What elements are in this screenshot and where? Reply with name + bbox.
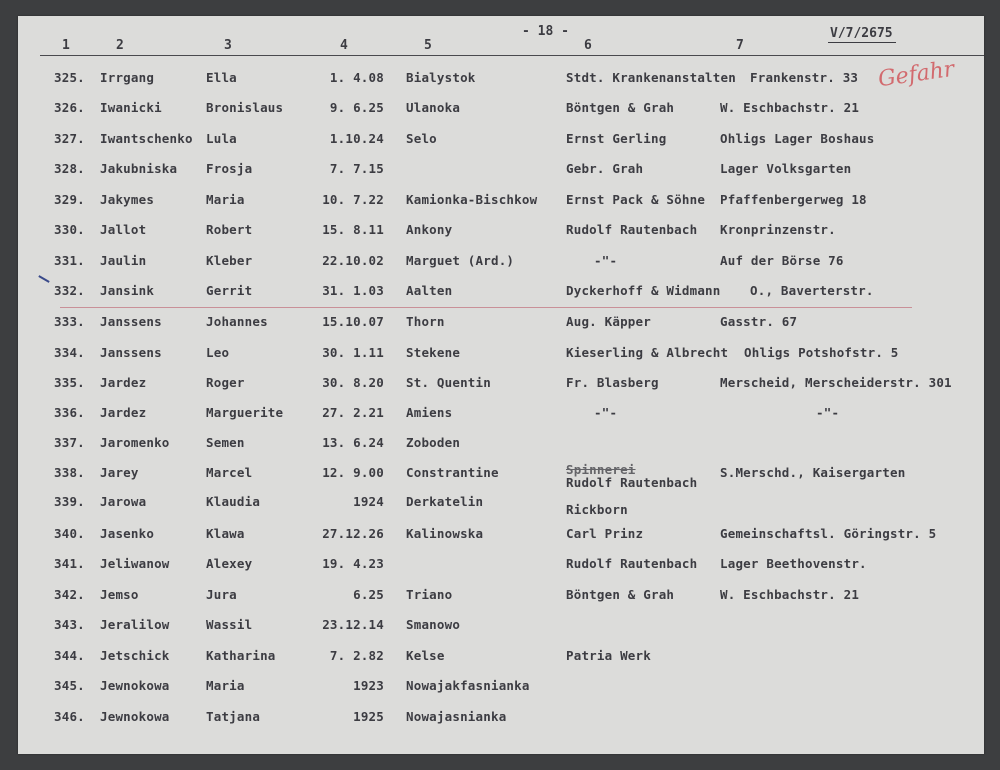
- col-header-5: 5: [424, 38, 432, 53]
- address: Gemeinschaftsl. Göringstr. 5: [720, 526, 937, 541]
- reference-underline: [828, 42, 896, 43]
- birth-date: 22.10.02: [322, 253, 384, 268]
- surname: Iwanicki: [100, 100, 162, 115]
- birth-date: 15. 8.11: [322, 222, 384, 237]
- entry-number: 332.: [54, 283, 85, 298]
- entry-number: 326.: [54, 100, 85, 115]
- address: W. Eschbachstr. 21: [720, 100, 860, 115]
- first-name: Bronislaus: [206, 100, 284, 115]
- surname: Jarey: [100, 465, 139, 480]
- employer: Fr. Blasberg: [566, 375, 659, 390]
- birth-date: 12. 9.00: [322, 465, 384, 480]
- entry-number: 337.: [54, 435, 85, 450]
- employer: Ernst Gerling: [566, 131, 667, 146]
- birth-place: Kalinowska: [406, 526, 484, 541]
- address: Pfaffenbergerweg 18: [720, 192, 867, 207]
- employer: -"-: [594, 253, 618, 268]
- surname: Jewnokowa: [100, 709, 170, 724]
- address: Auf der Börse 76: [720, 253, 844, 268]
- birth-date: 27. 2.21: [322, 405, 384, 420]
- birth-date: 9. 6.25: [329, 100, 384, 115]
- entry-number: 336.: [54, 405, 85, 420]
- birth-place: St. Quentin: [406, 375, 491, 390]
- entry-number: 345.: [54, 678, 85, 693]
- surname: Janssens: [100, 314, 162, 329]
- address: Lager Beethovenstr.: [720, 556, 867, 571]
- entry-number: 330.: [54, 222, 85, 237]
- first-name: Klaudia: [206, 494, 261, 509]
- birth-place: Derkatelin: [406, 494, 484, 509]
- surname: Jarowa: [100, 494, 147, 509]
- address: Kronprinzenstr.: [720, 222, 836, 237]
- surname: Jakymes: [100, 192, 155, 207]
- birth-place: Kamionka-Bischkow: [406, 192, 538, 207]
- first-name: Johannes: [206, 314, 268, 329]
- birth-place: Smanowo: [406, 617, 461, 632]
- first-name: Marcel: [206, 465, 253, 480]
- address: Gasstr. 67: [720, 314, 798, 329]
- col-header-4: 4: [340, 38, 348, 53]
- address: W. Eschbachstr. 21: [720, 587, 860, 602]
- first-name: Maria: [206, 678, 245, 693]
- employer: Aug. Käpper: [566, 314, 651, 329]
- birth-date: 31. 1.03: [322, 283, 384, 298]
- employer: Böntgen & Grah: [566, 587, 675, 602]
- surname: Jaromenko: [100, 435, 170, 450]
- employer: Dyckerhoff & Widmann: [566, 283, 721, 298]
- col-header-7: 7: [736, 38, 744, 53]
- birth-date: 7. 2.82: [329, 648, 384, 663]
- entry-number: 346.: [54, 709, 85, 724]
- header-rule: [40, 55, 984, 56]
- birth-place: Amiens: [406, 405, 453, 420]
- birth-place: Stekene: [406, 345, 461, 360]
- entry-number: 329.: [54, 192, 85, 207]
- surname: Jansink: [100, 283, 155, 298]
- birth-date: 30. 1.11: [322, 345, 384, 360]
- address: Frankenstr. 33: [750, 70, 859, 85]
- first-name: Katharina: [206, 648, 276, 663]
- employer: Patria Werk: [566, 648, 651, 663]
- entry-number: 341.: [54, 556, 85, 571]
- birth-place: Triano: [406, 587, 453, 602]
- surname: Jallot: [100, 222, 147, 237]
- first-name: Roger: [206, 375, 245, 390]
- first-name: Klawa: [206, 526, 245, 541]
- struck-employer: Spinnerei: [566, 462, 636, 477]
- employer: Gebr. Grah: [566, 161, 644, 176]
- surname: Jewnokowa: [100, 678, 170, 693]
- first-name: Ella: [206, 70, 237, 85]
- red-divider-line: [60, 307, 912, 308]
- birth-date: 13. 6.24: [322, 435, 384, 450]
- first-name: Wassil: [206, 617, 253, 632]
- birth-date: 30. 8.20: [322, 375, 384, 390]
- birth-place: Ankony: [406, 222, 453, 237]
- birth-date: 1.10.24: [329, 131, 384, 146]
- address: O., Baverterstr.: [750, 283, 874, 298]
- birth-date: 1924: [353, 494, 384, 509]
- birth-place: Kelse: [406, 648, 445, 663]
- birth-date: 27.12.26: [322, 526, 384, 541]
- first-name: Leo: [206, 345, 230, 360]
- entry-number: 338.: [54, 465, 85, 480]
- first-name: Lula: [206, 131, 237, 146]
- employer: Kieserling & Albrecht: [566, 345, 729, 360]
- birth-date: 19. 4.23: [322, 556, 384, 571]
- col-header-1: 1: [62, 38, 70, 53]
- col-header-3: 3: [224, 38, 232, 53]
- entry-number: 327.: [54, 131, 85, 146]
- address: Merscheid, Merscheiderstr. 301: [720, 375, 952, 390]
- birth-date: 6.25: [353, 587, 384, 602]
- surname: Iwantschenko: [100, 131, 193, 146]
- surname: Jeliwanow: [100, 556, 170, 571]
- employer: Rudolf Rautenbach: [566, 222, 698, 237]
- employer: Rickborn: [566, 502, 628, 517]
- birth-place: Bialystok: [406, 70, 476, 85]
- employer: Böntgen & Grah: [566, 100, 675, 115]
- entry-number: 340.: [54, 526, 85, 541]
- surname: Jardez: [100, 375, 147, 390]
- birth-place: Thorn: [406, 314, 445, 329]
- employer: Stdt. Krankenanstalten: [566, 70, 736, 85]
- first-name: Tatjana: [206, 709, 261, 724]
- surname: Janssens: [100, 345, 162, 360]
- first-name: Maria: [206, 192, 245, 207]
- birth-place: Constrantine: [406, 465, 499, 480]
- birth-place: Selo: [406, 131, 437, 146]
- surname: Jemso: [100, 587, 139, 602]
- birth-date: 23.12.14: [322, 617, 384, 632]
- entry-number: 344.: [54, 648, 85, 663]
- birth-date: 7. 7.15: [329, 161, 384, 176]
- first-name: Marguerite: [206, 405, 284, 420]
- address: Lager Volksgarten: [720, 161, 852, 176]
- employer: Rudolf Rautenbach: [566, 475, 698, 490]
- birth-place: Nowajasnianka: [406, 709, 507, 724]
- birth-date: 15.10.07: [322, 314, 384, 329]
- address: S.Merschd., Kaisergarten: [720, 465, 906, 480]
- first-name: Kleber: [206, 253, 253, 268]
- birth-date: 1. 4.08: [329, 70, 384, 85]
- first-name: Semen: [206, 435, 245, 450]
- birth-place: Aalten: [406, 283, 453, 298]
- address: Ohligs Potshofstr. 5: [744, 345, 899, 360]
- entry-number: 343.: [54, 617, 85, 632]
- employer: Rudolf Rautenbach: [566, 556, 698, 571]
- employer: Ernst Pack & Söhne: [566, 192, 706, 207]
- surname: Jeralilow: [100, 617, 170, 632]
- surname: Jaulin: [100, 253, 147, 268]
- entry-number: 334.: [54, 345, 85, 360]
- entry-number: 331.: [54, 253, 85, 268]
- first-name: Jura: [206, 587, 237, 602]
- surname: Irrgang: [100, 70, 155, 85]
- employer: -"-: [594, 405, 618, 420]
- entry-number: 342.: [54, 587, 85, 602]
- birth-date: 10. 7.22: [322, 192, 384, 207]
- birth-place: Zoboden: [406, 435, 461, 450]
- col-header-2: 2: [116, 38, 124, 53]
- birth-date: 1925: [353, 709, 384, 724]
- first-name: Robert: [206, 222, 253, 237]
- first-name: Frosja: [206, 161, 253, 176]
- col-header-6: 6: [584, 38, 592, 53]
- pencil-mark: Gefahr: [876, 56, 956, 93]
- first-name: Gerrit: [206, 283, 253, 298]
- birth-place: Nowajakfasnianka: [406, 678, 530, 693]
- page-number: - 18 -: [522, 24, 569, 39]
- surname: Jetschick: [100, 648, 170, 663]
- employer: Carl Prinz: [566, 526, 644, 541]
- address: -"-: [816, 405, 840, 420]
- entry-number: 335.: [54, 375, 85, 390]
- birth-place: Marguet (Ard.): [406, 253, 515, 268]
- first-name: Alexey: [206, 556, 253, 571]
- surname: Jardez: [100, 405, 147, 420]
- address: Ohligs Lager Boshaus: [720, 131, 875, 146]
- birth-place: Ulanoka: [406, 100, 461, 115]
- entry-number: 333.: [54, 314, 85, 329]
- entry-number: 328.: [54, 161, 85, 176]
- birth-date: 1923: [353, 678, 384, 693]
- surname: Jakubniska: [100, 161, 178, 176]
- surname: Jasenko: [100, 526, 155, 541]
- entry-number: 339.: [54, 494, 85, 509]
- reference-number: V/7/2675: [830, 26, 893, 41]
- entry-number: 325.: [54, 70, 85, 85]
